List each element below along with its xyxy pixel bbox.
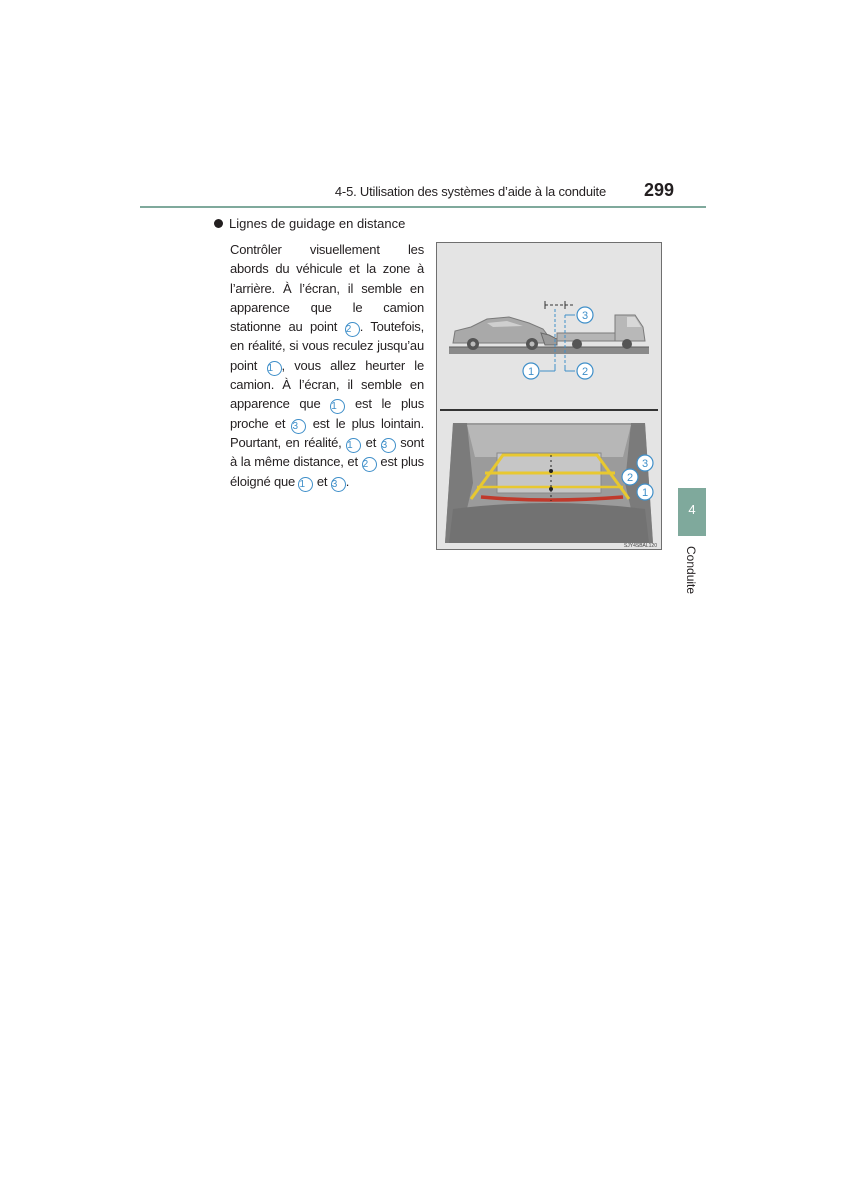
text-segment: camion. À l’écran, il semble en <box>230 377 424 393</box>
svg-text:1: 1 <box>641 487 649 499</box>
text-segment: en réalité, si vous reculez jusqu’au <box>230 338 424 354</box>
text-segment: est le plus lointain. <box>306 415 424 431</box>
figure-divider <box>440 409 658 411</box>
truck-icon <box>541 315 645 349</box>
text-segment: abords du véhicule et la zone à <box>230 261 424 277</box>
text-segment: sont <box>395 434 425 450</box>
paragraph-line <box>230 240 424 259</box>
body-paragraph <box>230 240 424 491</box>
chapter-tab: 4 <box>678 488 706 536</box>
paragraph-line <box>230 336 424 355</box>
callout-1-top <box>523 363 539 379</box>
paragraph-line <box>230 356 424 375</box>
text-segment: proche et <box>230 415 292 431</box>
header-rule <box>140 206 706 208</box>
text-segment: éloigné que <box>230 473 299 489</box>
paragraph-line <box>230 259 424 278</box>
bullet-title: Lignes de guidage en distance <box>229 216 406 231</box>
bullet-heading <box>214 216 405 231</box>
callout-number: 1 <box>298 477 313 492</box>
text-segment: apparence que le camion <box>230 299 424 315</box>
illustration-svg <box>437 243 661 549</box>
callout-number: 3 <box>291 419 306 434</box>
svg-text:3: 3 <box>641 458 649 470</box>
text-segment: l’arrière. À l’écran, il semble en <box>230 280 424 296</box>
callout-1-bottom <box>637 484 653 500</box>
text-segment: est le plus <box>345 396 424 412</box>
paragraph-line <box>230 298 424 317</box>
svg-text:1: 1 <box>527 366 535 378</box>
callout-3-bottom <box>637 455 653 471</box>
paragraph-line <box>230 394 424 413</box>
paragraph-line <box>230 452 424 471</box>
car-icon <box>453 317 549 350</box>
svg-text:2: 2 <box>626 472 634 484</box>
svg-text:2: 2 <box>581 366 589 378</box>
chapter-label: Conduite <box>684 546 698 595</box>
page-number: 299 <box>643 180 674 200</box>
image-code: SJY4SBAL120 <box>623 543 657 549</box>
text-segment: stationne au point <box>230 319 345 335</box>
callout-3-top <box>577 307 593 323</box>
callout-number: 1 <box>267 361 282 376</box>
text-segment: à la même distance, et <box>230 454 362 470</box>
svg-text:3: 3 <box>581 310 589 322</box>
callout-number: 1 <box>346 438 361 453</box>
section-title: 4-5. Utilisation des systèmes d’aide à la conduite <box>334 184 606 199</box>
paragraph-line <box>230 317 424 336</box>
callout-number: 3 <box>331 477 346 492</box>
text-segment: Contrôler visuellement les <box>230 242 424 257</box>
paragraph-line <box>230 414 424 433</box>
callout-number: 1 <box>330 399 345 414</box>
callout-2-top <box>577 363 593 379</box>
text-segment: . Toutefois, <box>359 319 424 335</box>
text-segment: et <box>313 473 331 489</box>
paragraph-line <box>230 433 424 452</box>
text-segment: et <box>361 434 381 450</box>
paragraph-line <box>230 375 424 394</box>
callout-2-bottom <box>622 469 638 485</box>
text-segment: , vous allez heurter le <box>281 357 425 373</box>
paragraph-line <box>230 279 424 298</box>
guide-lines-illustration <box>436 242 662 550</box>
camera-view-scene <box>445 423 653 543</box>
callout-number: 2 <box>345 322 360 337</box>
bullet-icon <box>214 219 223 228</box>
callout-number: 2 <box>362 457 377 472</box>
text-segment: . <box>345 473 350 489</box>
side-view-scene <box>449 301 649 379</box>
paragraph-line <box>230 472 424 491</box>
text-segment: apparence que <box>230 396 331 412</box>
text-segment: Pourtant, en réalité, <box>230 434 347 450</box>
text-segment: est plus <box>376 454 424 470</box>
text-segment: point <box>230 357 267 373</box>
callout-number: 3 <box>381 438 396 453</box>
